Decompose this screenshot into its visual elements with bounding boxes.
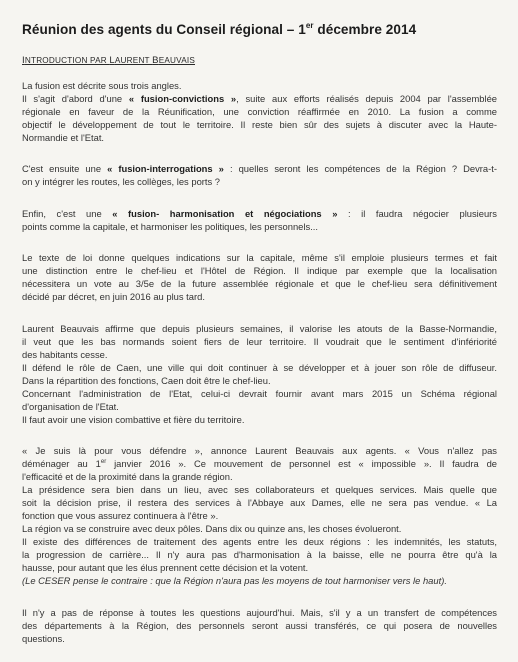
document-title: Réunion des agents du Conseil régional – 1er décembre 2014 (22, 21, 417, 37)
text-line: hausse, pour autant que les élus prennent cette décision et la votent. (22, 562, 309, 573)
text-line: La présidence sera bien dans un lieu, avec ses collaborateurs et quelques services. Mais quelle que (22, 484, 497, 495)
text-line: objectif le développement de tout le territoire. Il reste bien sûr des sujets à discuter avec la Haute- (22, 119, 497, 130)
text-line: Il s'agit d'abord d'une « fusion-convictions », suite aux efforts réalisés depuis 2004 par l'assemblée (22, 93, 497, 104)
text-line: la progression de carrière... Il n'y aura pas d'harmonisation à la baisse, elle ne pourra être qu'à la (22, 549, 497, 560)
text-line: décidé par décret, en juin 2016 au plus tard. (22, 291, 205, 302)
text-line: Enfin, c'est une « fusion- harmonisation et négociations » : il faudra négocier plusieurs (22, 208, 497, 219)
text-line: nécessitera un vote au 3/5e de la future assemblée régionale et que le chef-lieu sera définitivement (22, 278, 497, 289)
text-line: Dans la répartition des fonctions, Caen doit être le chef-lieu. (22, 375, 271, 386)
text-line: soit la décision prise, il restera des services à l'Abbaye aux Dames, elle ne sera pas vendue. « La (22, 497, 497, 508)
text-line: Il n'y a pas de réponse à toutes les questions aujourd'hui. Mais, s'il y a un transfert de compétences (22, 607, 497, 618)
text-line: Normandie et l'Etat. (22, 132, 105, 143)
text-line: des départements à la Région, des personnels seront aussi transférés, ce qui posera de nouvelles (22, 620, 497, 631)
text-line: il veut que les bas normands soient fiers de leur territoire. Il voudrait que le sentiment d'infériorité (22, 336, 497, 347)
text-line: on y intégrer les routes, les collèges, les ports ? (22, 176, 221, 187)
ceser-note: (Le CESER pense le contraire : que la Région n'aura pas les moyens de tout harmoniser vers le haut). (22, 575, 447, 586)
text-line: Il défend le rôle de Caen, une ville qui doit continuer à se développer et à jouer son rôle de diffuseur. (22, 362, 497, 373)
text-line: Il faut avoir une vision combattive et fière du territoire. (22, 414, 245, 425)
text-line: La fusion est décrite sous trois angles. (22, 80, 182, 91)
text-line: Laurent Beauvais affirme que depuis plusieurs semaines, il valorise les atouts de la Basse-Normandie, (22, 323, 497, 334)
text-line: régionale en faveur de la Réunification, une conviction réaffirmée en 2010. La fusion a comme (22, 106, 497, 117)
text-line: Il existe des différences de traitement des agents entre les deux régions : les indemnités, les statuts, (22, 536, 497, 547)
text-line: d'organisation de l'Etat. (22, 401, 119, 412)
text-line: questions. (22, 633, 65, 644)
text-line: Le texte de loi donne quelques indications sur la capitale, même s'il emploie plusieurs termes et fait (22, 252, 497, 263)
text-line: points comme la capitale, et harmoniser les politiques, les personnels... (22, 221, 318, 232)
text-line: des habitants cesse. (22, 349, 108, 360)
text-line: une distinction entre le chef-lieu et l'Hôtel de Région. Il indique par exemple que la localisation (22, 265, 497, 276)
section-heading: INTRODUCTION PAR LAURENT BEAUVAIS (22, 55, 195, 66)
text-line: l'efficacité et de la proximité dans la grande région. (22, 471, 233, 482)
text-line: fonction que vous assurez continuera à l'être ». (22, 510, 219, 521)
text-line: C'est ensuite une « fusion-interrogations » : quelles seront les compétences de la Région ? Devra-t- (22, 163, 497, 174)
text-line: La région va se construire avec deux pôles. Dans dix ou quinze ans, les choses évolueront. (22, 523, 402, 534)
text-line: « Je suis là pour vous défendre », annonce Laurent Beauvais aux agents. « Vous n'allez pas (22, 445, 497, 456)
text-line: Concernant l'administration de l'Etat, celui-ci devrait fournir avant mars 2015 un Schéma régional (22, 388, 497, 399)
text-line: déménager au 1er janvier 2016 ». Ce mouvement de personnel est « impossible ». Il faudra de (22, 458, 498, 469)
